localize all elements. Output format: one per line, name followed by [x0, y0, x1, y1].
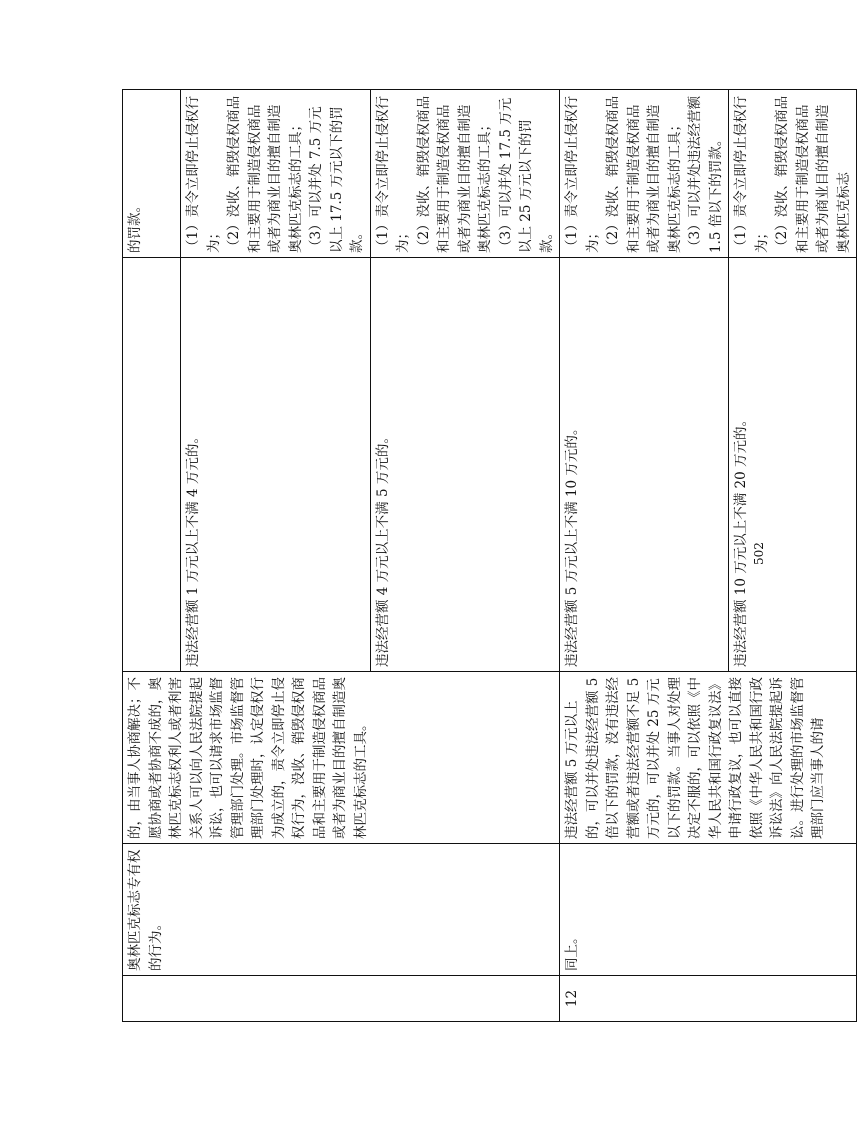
condition-cell: 违法经营额 5 万元以上不满 10 万元的。 [560, 258, 729, 672]
penalty-standards-table [122, 89, 857, 1022]
penalty-cell [560, 90, 729, 258]
condition-cell: 违法经营额 4 万元以上不满 5 万元的。 [370, 258, 560, 672]
penalty-cell [729, 90, 857, 258]
penalty-line: （3）可以并处违法经营额 1.5 倍以下的罚款。 [687, 95, 724, 253]
penalty-line: （1）责令立即停止侵权行为； [733, 95, 770, 253]
condition-cell: 违法经营额 10 万元以上不满 20 万元的。 [729, 258, 857, 672]
table-row [560, 90, 729, 1022]
penalty-line: （1）责令立即停止侵权行为； [374, 95, 411, 253]
penalty-line: （3）可以并处 7.5 万元以上 17.5 万元以下的罚款。 [308, 106, 365, 253]
table-row [123, 90, 181, 1022]
penalty-line: （3）可以并处 17.5 万元以上 25 万元以下的罚款。 [497, 97, 555, 253]
condition-cell [123, 258, 181, 672]
page-number: 502 [752, 542, 766, 565]
penalty-cell [181, 90, 371, 258]
penalty-cell [370, 90, 560, 258]
item-number-cell: 12 [560, 976, 857, 1022]
penalty-line: （1）责令立即停止侵权行为； [564, 95, 601, 253]
legal-basis-cell: 的，由当事人协商解决；不愿协商或者协商不成的，奥林匹克标志权利人或者利害关系人可以向人民法院提起诉讼，也可以请求市场监督管理部门处理。市场监督管理部门处理时，认定侵权行为成立的，责令立即停止侵权行为，没收、销毁侵权商品和主要用于制造侵权商品或者为商业目的擅自制造奥林匹克标志的工具。 [123, 672, 560, 844]
penalty-line: （1）责令立即停止侵权行为； [185, 95, 222, 253]
violation-act-cell: 同上。 [560, 844, 857, 976]
legal-basis-cell: 违法经营额 5 万元以上的，可以并处违法经营额 5 倍以下的罚款，没有违法经营额或者违法经营额不足 5 万元的，可以并处 25 万元以下的罚款。当事人对处理决定不服的，可以依照《中华人民共和国行政复议法》申请行政复议，也可以直接依照《中华人民共和国行政诉讼法》向人民法院提起诉讼。进行处理的市场监督管理部门应当事人的请 [560, 672, 857, 844]
penalty-line: （2）没收、销毁侵权商品和主要用于制造侵权商品或者为商业目的擅自制造奥林匹克标志的工具； [415, 95, 493, 253]
penalty-line: （2）没收、销毁侵权商品和主要用于制造侵权商品或者为商业目的擅自制造奥林匹克标志的工具； [226, 95, 304, 253]
condition-cell: 违法经营额 1 万元以上不满 4 万元的。 [181, 258, 371, 672]
penalty-line: （2）没收、销毁侵权商品和主要用于制造侵权商品或者为商业目的擅自制造奥林匹克标志 [774, 95, 852, 253]
penalty-line: 的罚款。 [127, 199, 143, 253]
item-number-cell [123, 976, 560, 1022]
penalty-line: （2）没收、销毁侵权商品和主要用于制造侵权商品或者为商业目的擅自制造奥林匹克标志的工具； [605, 95, 683, 253]
penalty-cell [123, 90, 181, 258]
violation-act-cell: 奥林匹克标志专有权的行为。 [123, 844, 560, 976]
